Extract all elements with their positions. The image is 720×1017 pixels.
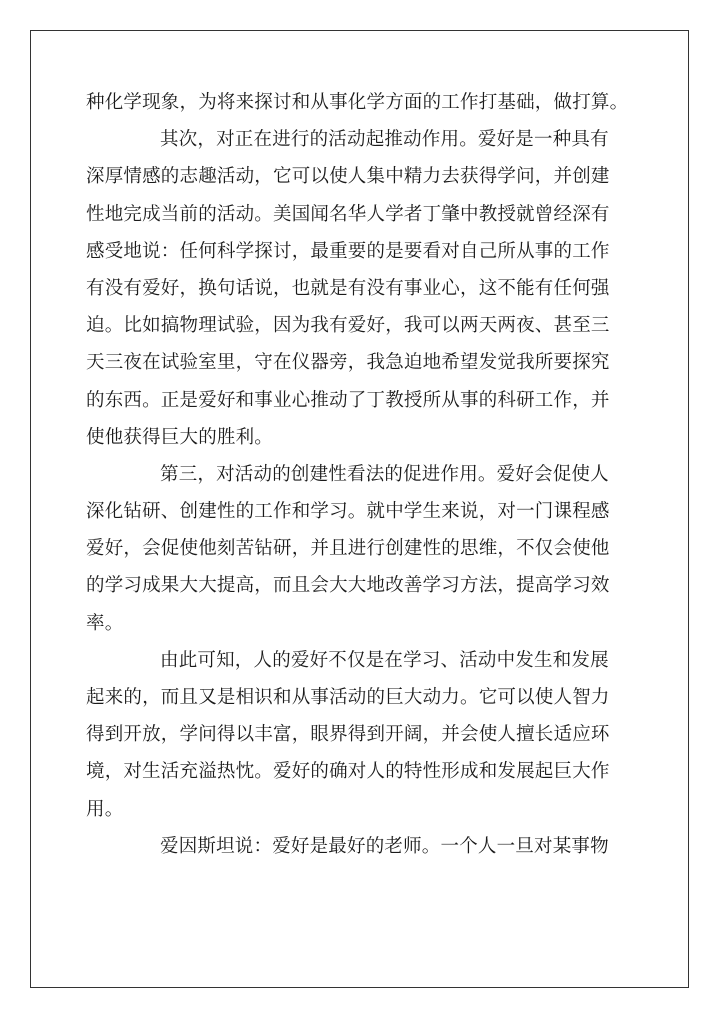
text-line: 第三，对活动的创建性看法的促进作用。爱好会促使人: [160, 463, 609, 485]
text-line: 种化学现象，为将来探讨和从事化学方面的工作打基础，做打算。: [86, 92, 629, 113]
text-line: 境，对生活充溢热忱。爱好的确对人的特性形成和发展起巨大作: [86, 761, 610, 783]
text-line: 爱因斯坦说：爱好是最好的老师。一个人一旦对某事物: [160, 835, 609, 857]
text-line: 迫。比如搞物理试验，因为我有爱好，我可以两天两夜、甚至三: [86, 315, 610, 337]
text-line: 由此可知，人的爱好不仅是在学习、活动中发生和发展: [160, 649, 609, 671]
text-line: 的东西。正是爱好和事业心推动了丁教授所从事的科研工作，并: [86, 389, 610, 411]
text-line: 率。: [86, 612, 124, 634]
text-line: 天三夜在试验室里，守在仪器旁，我急迫地希望发觉我所要探究: [86, 352, 610, 374]
text-line: 其次，对正在进行的活动起推动作用。爱好是一种具有: [160, 129, 609, 151]
text-line: 感受地说：任何科学探讨，最重要的是要看对自己所从事的工作: [86, 240, 610, 262]
text-line: 深厚情感的志趣活动，它可以使人集中精力去获得学问，并创建: [86, 166, 610, 188]
text-line: 用。: [86, 798, 124, 820]
text-line: 有没有爱好，换句话说，也就是有没有事业心，这不能有任何强: [86, 277, 610, 299]
text-line: 深化钻研、创建性的工作和学习。就中学生来说，对一门课程感: [86, 501, 610, 523]
text-line: 的学习成果大大提高，而且会大大地改善学习方法，提高学习效: [86, 575, 610, 597]
text-line: 爱好，会促使他刻苦钻研，并且进行创建性的思维，不仅会使他: [86, 538, 610, 560]
text-line: 性地完成当前的活动。美国闻名华人学者丁肇中教授就曾经深有: [86, 203, 610, 225]
text-line: 得到开放，学问得以丰富，眼界得到开阔，并会使人擅长适应环: [86, 724, 610, 746]
document-body: [86, 84, 634, 865]
text-line: 起来的，而且又是相识和从事活动的巨大动力。它可以使人智力: [86, 687, 610, 708]
text-line: 使他获得巨大的胜利。: [86, 426, 274, 448]
